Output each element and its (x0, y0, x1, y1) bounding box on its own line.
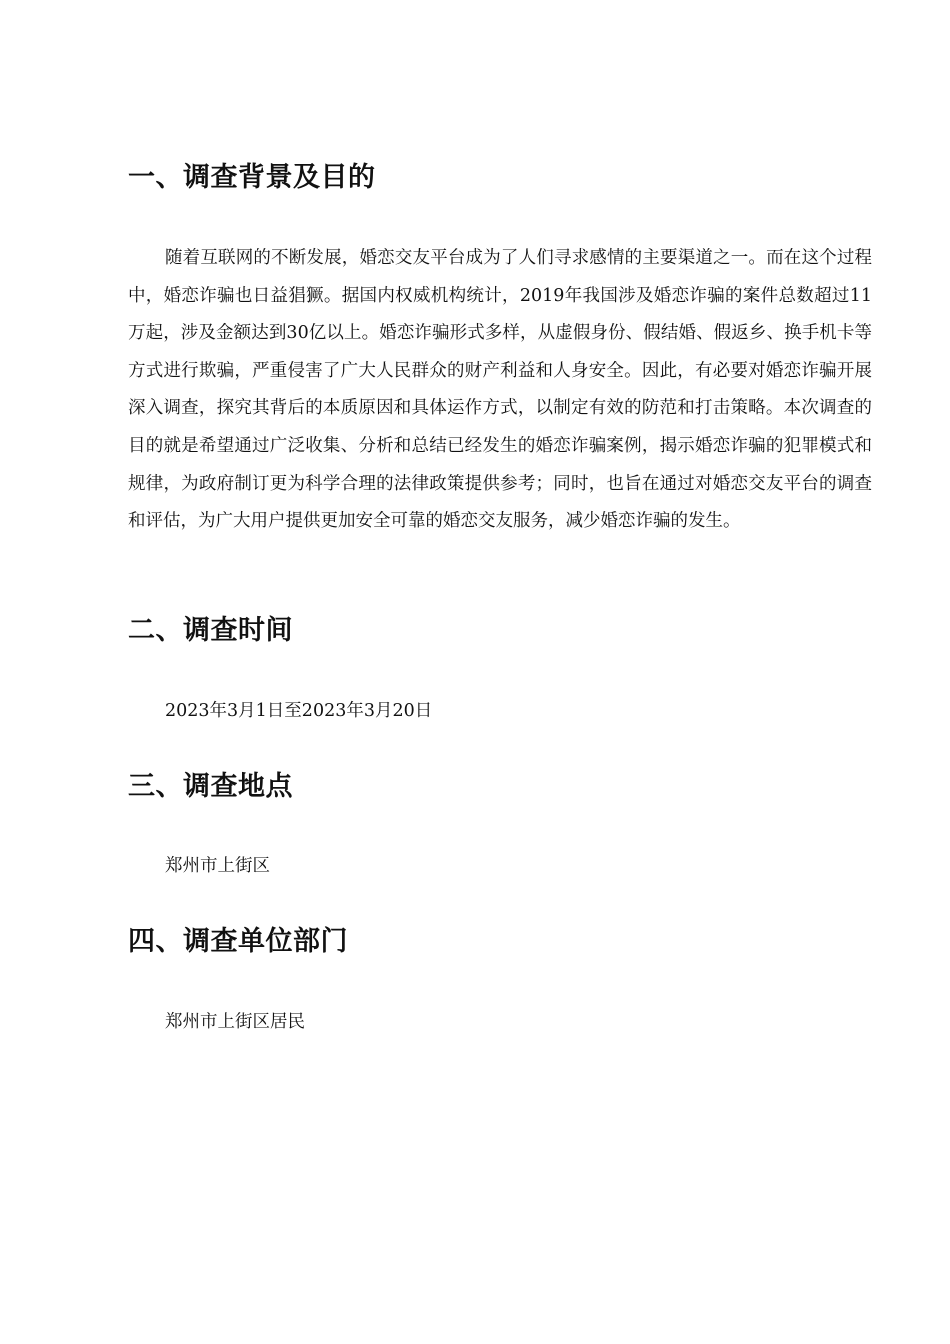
survey-time-text: 2023年3月1日至2023年3月20日 (165, 701, 433, 721)
section-heading-unit: 四、调查单位部门 (128, 926, 348, 957)
section-heading-location: 三、调查地点 (128, 771, 293, 802)
survey-location-text: 郑州市上街区 (165, 856, 270, 876)
section-heading-background: 一、调查背景及目的 (128, 162, 376, 193)
background-paragraph: 随着互联网的不断发展，婚恋交友平台成为了人们寻求感情的主要渠道之一。而在这个过程中，婚恋诈骗也日益猖獗。据国内权威机构统计，2019年我国涉及婚恋诈骗的案件总数超过11万起，涉及金额达到30亿以上。婚恋诈骗形式多样，从虚假身份、假结婚、假返乡、换手机卡等方式进行欺骗，严重侵害了广大人民群众的财产利益和人身安全。因此，有必要对婚恋诈骗开展深入调查，探究其背后的本质原因和具体运作方式，以制定有效的防范和打击策略。本次调查的目的就是希望通过广泛收集、分析和总结已经发生的婚恋诈骗案例，揭示婚恋诈骗的犯罪模式和规律，为政府制订更为科学合理的法律政策提供参考；同时，也旨在通过对婚恋交友平台的调查和评估，为广大用户提供更加安全可靠的婚恋交友服务，减少婚恋诈骗的发生。 (128, 248, 872, 532)
survey-unit-text: 郑州市上街区居民 (165, 1012, 305, 1032)
section-heading-time: 二、调查时间 (128, 615, 293, 646)
